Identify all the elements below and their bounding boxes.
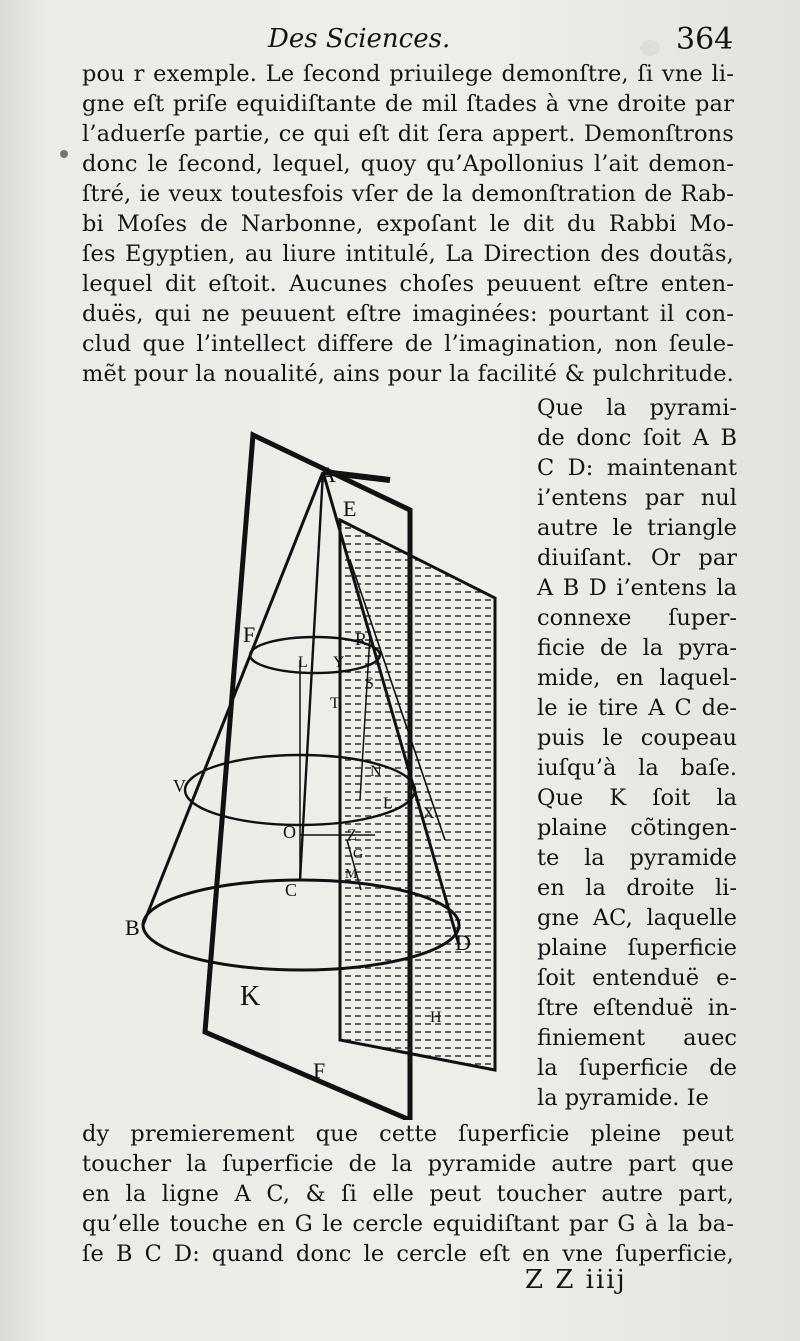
- side-text-line: en la droite li-: [537, 875, 737, 901]
- label-f-top: F: [243, 622, 256, 647]
- signature-mark: Z Z iiij: [525, 1265, 627, 1295]
- running-title: Des Sciences.: [268, 24, 451, 54]
- side-text-line: la ſuperficie de: [537, 1055, 737, 1081]
- pyramid-woodcut-figure: [125, 420, 515, 1120]
- text-line: mẽt pour la noualité, ains pour la facilité & pulchritude.: [82, 361, 734, 387]
- text-line: donc le ſecond, lequel, quoy qu’Apollonius l’ait demon-: [82, 151, 734, 177]
- side-text-line: diuiſant. Or par: [537, 545, 737, 571]
- text-line: pou r exemple. Le ſecond priuilege demonſtre, ſi vne li-: [82, 61, 734, 87]
- text-line: ſtré, ie veux toutesfois vſer de la demonſtration de Rab-: [82, 181, 734, 207]
- label-s: S: [365, 675, 374, 692]
- side-text-line: plaine ſuperficie: [537, 935, 737, 961]
- label-l2: L: [383, 795, 393, 812]
- side-text-line: connexe ſuper-: [537, 605, 737, 631]
- label-t: T: [330, 695, 340, 712]
- side-text-line: puis le coupeau: [537, 725, 737, 751]
- side-text-line: finiement auec: [537, 1025, 737, 1051]
- label-x: X: [423, 805, 435, 822]
- label-z: Z: [347, 827, 357, 844]
- side-text-line: i’entens par nul: [537, 485, 737, 511]
- side-text-line: Que K ſoit la: [537, 785, 737, 811]
- ink-spot: [60, 150, 68, 158]
- label-c: C: [285, 880, 298, 900]
- side-text-line: la pyramide. Ie: [537, 1085, 709, 1111]
- text-line: qu’elle touche en G le cercle equidiſtant par G à la ba-: [82, 1211, 734, 1237]
- text-line: ſes Egyptien, au liure intitulé, La Direction des doutãs,: [82, 241, 734, 267]
- label-m: M: [345, 867, 358, 882]
- text-line: dy premierement que cette ſuperficie pleine peut: [82, 1121, 734, 1147]
- label-o: O: [283, 822, 296, 842]
- side-text-line: gne AC, laquelle: [537, 905, 737, 931]
- side-text-line: te la pyramide: [537, 845, 737, 871]
- page-number: 364: [676, 22, 734, 57]
- label-a: A: [320, 462, 336, 487]
- label-l: L: [298, 654, 308, 671]
- side-text-line: plaine cõtingen-: [537, 815, 737, 841]
- text-line: toucher la ſuperficie de la pyramide autre part que: [82, 1151, 734, 1177]
- label-g: G: [353, 847, 364, 862]
- label-f: F: [313, 1058, 326, 1083]
- side-text-line: C D: maintenant: [537, 455, 737, 481]
- label-h: H: [430, 1009, 442, 1026]
- side-text-line: ſtre eſtenduë in-: [537, 995, 737, 1021]
- text-line: duës, qui ne peuuent eſtre imaginées: pourtant il con-: [82, 301, 734, 327]
- label-k: K: [240, 981, 261, 1012]
- side-text-line: mide, en laquel-: [537, 665, 737, 691]
- text-line: ſe B C D: quand donc le cercle eſt en vne ſuperficie,: [82, 1241, 734, 1267]
- side-text-line: de donc ſoit A B: [537, 425, 737, 451]
- label-d: D: [455, 930, 471, 955]
- text-line: clud que l’intellect differe de l’imagination, non ſeule-: [82, 331, 734, 357]
- text-line: bi Moſes de Narbonne, expoſant le dit du Rabbi Mo-: [82, 211, 734, 237]
- text-line: l’aduerſe partie, ce qui eſt dit ſera appert. Demonſtrons: [82, 121, 734, 147]
- label-n: N: [370, 763, 382, 780]
- text-line: gne eſt priſe equidiſtante de mil ſtades à vne droite par: [82, 91, 734, 117]
- side-text-line: iuſqu’à la baſe.: [537, 755, 737, 781]
- label-y: Y: [333, 654, 345, 671]
- label-v: V: [173, 776, 186, 796]
- label-e: E: [343, 496, 357, 521]
- side-text-line: A B D i’entens la: [537, 575, 737, 601]
- side-text-line: ſoit entenduë e-: [537, 965, 737, 991]
- label-r: R: [355, 629, 368, 649]
- side-text-line: ficie de la pyra-: [537, 635, 737, 661]
- cone-edge-ac: [300, 472, 323, 880]
- text-line: en la ligne A C, & ſi elle peut toucher autre part,: [82, 1181, 734, 1207]
- cone-edge-ab: [143, 472, 323, 925]
- cutting-plane: [340, 520, 495, 1070]
- side-text-line: autre le triangle: [537, 515, 737, 541]
- side-text-line: le ie tire A C de-: [537, 695, 737, 721]
- text-line: lequel dit eſtoit. Aucunes choſes peuuent eſtre enten-: [82, 271, 734, 297]
- side-text-line: Que la pyrami-: [537, 395, 737, 421]
- label-b: B: [125, 915, 140, 940]
